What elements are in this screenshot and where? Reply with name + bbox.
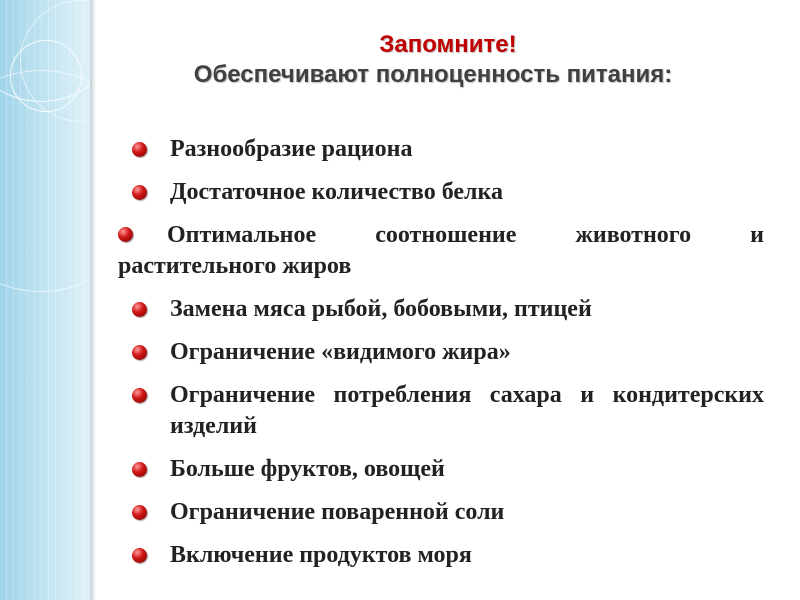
list-item <box>118 337 764 368</box>
list-item <box>118 294 764 325</box>
list-item <box>118 454 764 485</box>
list-item-text: Достаточное количество белка <box>170 179 503 205</box>
list-item-text: Замена мяса рыбой, бобовыми, птицей <box>170 296 592 322</box>
list-item <box>118 540 764 571</box>
red-sphere-bullet-icon <box>132 185 147 200</box>
red-sphere-bullet-icon <box>132 462 147 477</box>
list-item-text: Больше фруктов, овощей <box>170 456 445 482</box>
red-sphere-bullet-icon <box>132 388 147 403</box>
red-sphere-bullet-icon <box>118 227 133 242</box>
list-item <box>118 220 764 282</box>
list-item-text: Ограничение потребления сахара и кондитерских изделий <box>170 382 764 439</box>
decorative-side-band <box>0 0 90 600</box>
list-item-text: Оптимальное соотношение животного и растительного жиров <box>118 222 764 279</box>
red-sphere-bullet-icon <box>132 345 147 360</box>
red-sphere-bullet-icon <box>132 505 147 520</box>
bullet-list <box>118 134 764 583</box>
list-item <box>118 134 764 165</box>
side-band-shadow <box>90 0 96 600</box>
title-reminder: Запомните! <box>379 31 517 58</box>
list-item <box>118 497 764 528</box>
list-item-text: Разнообразие рациона <box>170 136 413 162</box>
list-item <box>118 177 764 208</box>
list-item-text: Ограничение поваренной соли <box>170 499 505 525</box>
slide-title <box>96 30 800 90</box>
list-item <box>118 380 764 442</box>
red-sphere-bullet-icon <box>132 548 147 563</box>
red-sphere-bullet-icon <box>132 302 147 317</box>
list-item-text: Включение продуктов моря <box>170 542 472 568</box>
red-sphere-bullet-icon <box>132 142 147 157</box>
list-item-text: Ограничение «видимого жира» <box>170 339 511 365</box>
title-heading: Обеспечивают полноценность питания: <box>193 61 673 88</box>
